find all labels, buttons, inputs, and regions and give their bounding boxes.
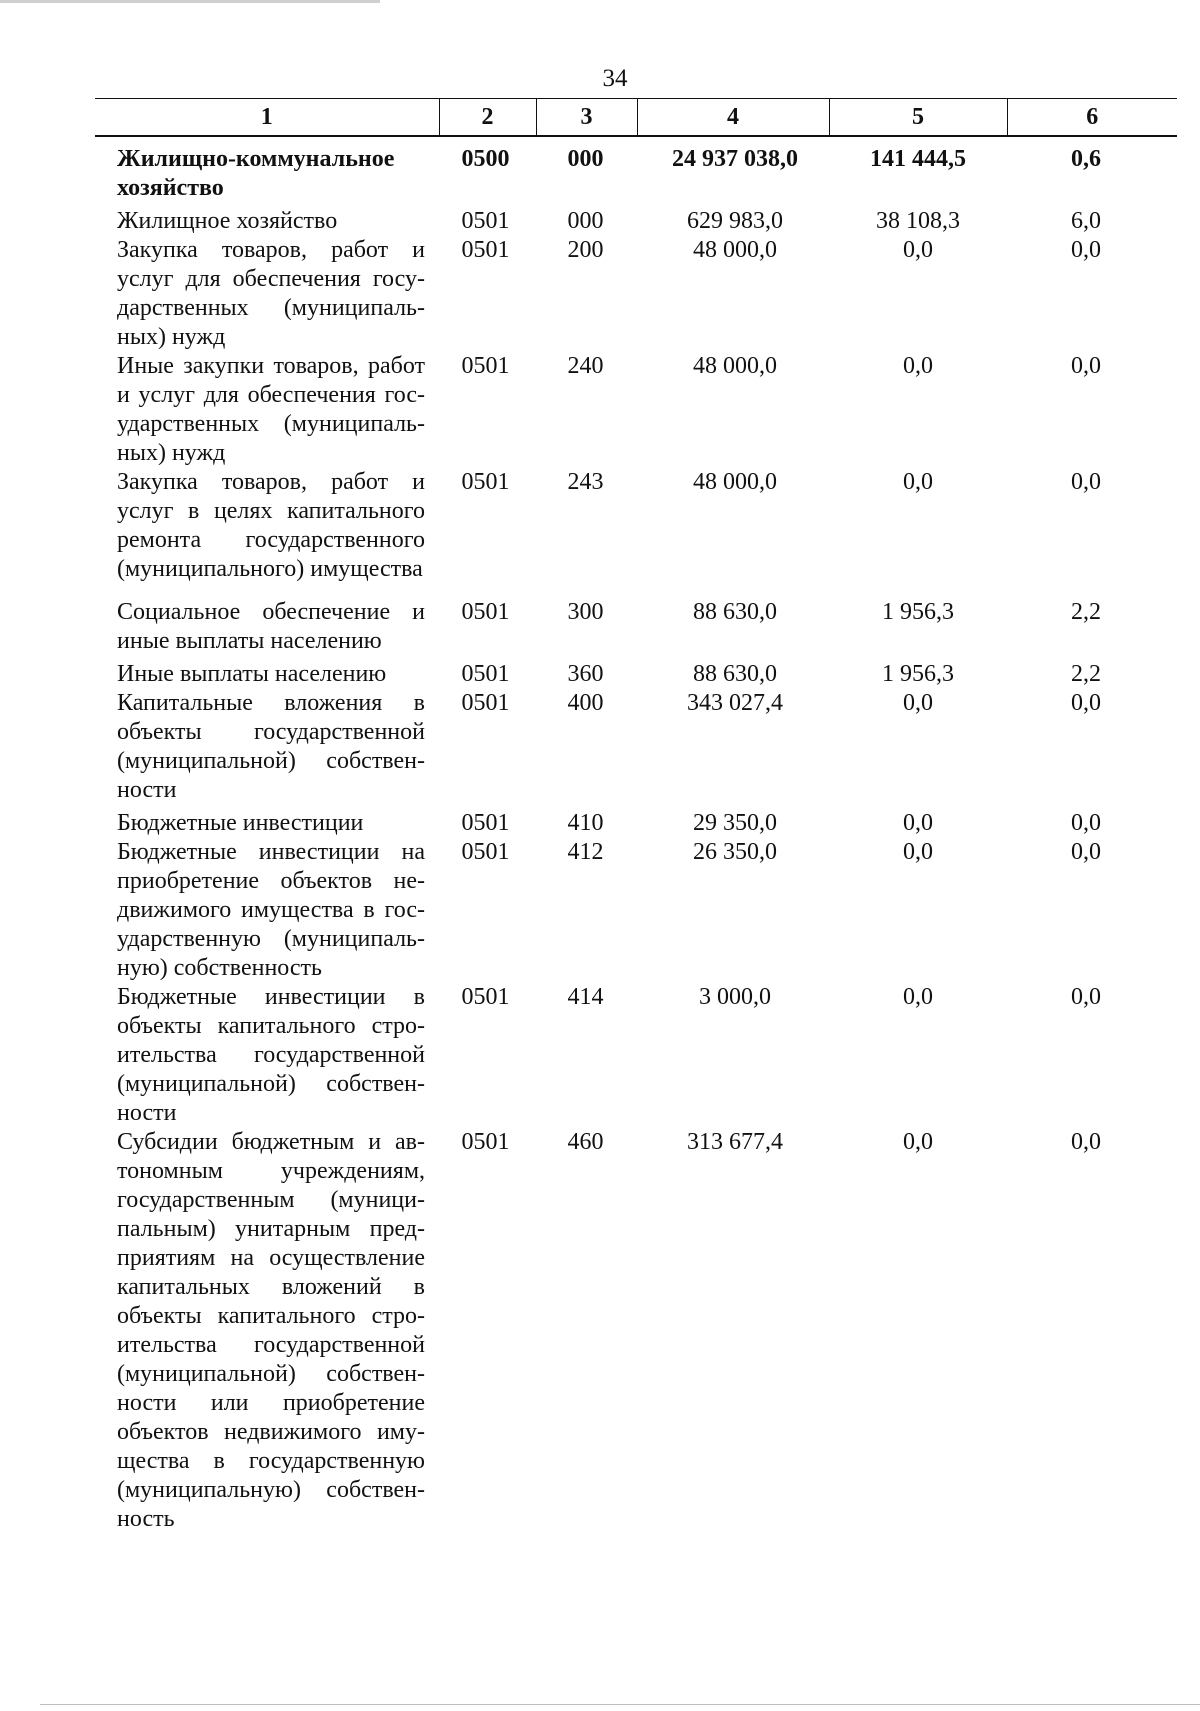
expense-type-code: 243: [567, 469, 604, 495]
column-header-4: 4: [637, 99, 829, 137]
value-col-4: 29 350,0: [693, 810, 777, 836]
expense-type-code: 400: [567, 690, 604, 716]
expense-type-code: 000: [567, 146, 604, 172]
value-col-4: 88 630,0: [693, 661, 777, 687]
page-number: 34: [602, 65, 628, 92]
row-name: Бюджетные инвестиции в объекты капитального строительства государственной (муниципальной) собственности: [117, 984, 425, 1126]
row-name: Бюджетные инвестиции: [117, 810, 364, 836]
section-code: 0501: [461, 690, 510, 716]
value-col-6: 0,0: [1071, 353, 1101, 379]
column-header-3: 3: [536, 99, 637, 137]
expense-type-code: 360: [567, 661, 604, 687]
value-col-6: 0,0: [1071, 984, 1101, 1010]
table-row: [95, 584, 1177, 656]
value-col-6: 2,2: [1071, 661, 1101, 687]
value-col-6: 6,0: [1071, 208, 1101, 234]
column-header-1: 1: [95, 99, 439, 137]
value-col-5: 0,0: [903, 690, 933, 716]
value-col-5: 1 956,3: [882, 661, 954, 687]
section-code: 0501: [461, 599, 510, 625]
value-col-5: 0,0: [903, 984, 933, 1010]
table-row: [95, 236, 1177, 352]
value-col-4: 26 350,0: [693, 839, 777, 865]
expense-type-code: 414: [567, 984, 604, 1010]
column-header-6: 6: [1007, 99, 1177, 137]
section-code: 0501: [461, 839, 510, 865]
value-col-4: 48 000,0: [693, 353, 777, 379]
expense-type-code: 460: [567, 1129, 604, 1155]
value-col-4: 48 000,0: [693, 237, 777, 263]
section-code: 0501: [461, 353, 510, 379]
row-name: Жилищно-коммунальное хозяйство: [117, 146, 395, 201]
table-row: [95, 136, 1177, 203]
budget-table: [95, 98, 1177, 1534]
value-col-4: 48 000,0: [693, 469, 777, 495]
expense-type-code: 410: [567, 810, 604, 836]
value-col-6: 0,0: [1071, 839, 1101, 865]
row-name: Жилищное хозяйство: [117, 208, 338, 234]
section-code: 0500: [461, 146, 510, 172]
value-col-5: 0,0: [903, 1129, 933, 1155]
table-row: [95, 352, 1177, 468]
value-col-6: 2,2: [1071, 599, 1101, 625]
row-name: Субсидии бюджетным и автономным учреждениям, государственным (муниципальным) унитарным предприятиям на осуществление капитальных вложений в объекты капитального строительства государственной (муниципальной) собственности или приобретение объектов недвижимого имущества в государственную (муниципальную) собственность: [117, 1129, 425, 1532]
scan-bottom-edge: [40, 1704, 1200, 1705]
section-code: 0501: [461, 984, 510, 1010]
row-name: Бюджетные инвестиции на приобретение объектов недвижимого имущества в государственную (муниципальную) собственность: [117, 839, 425, 981]
expense-type-code: 240: [567, 353, 604, 379]
expense-type-code: 300: [567, 599, 604, 625]
value-col-5: 1 956,3: [882, 599, 954, 625]
value-col-6: 0,0: [1071, 237, 1101, 263]
table-row: [95, 805, 1177, 838]
value-col-6: 0,6: [1071, 146, 1101, 172]
value-col-4: 629 983,0: [687, 208, 783, 234]
section-code: 0501: [461, 661, 510, 687]
value-col-5: 0,0: [903, 353, 933, 379]
table-row: [95, 983, 1177, 1128]
table-row: [95, 203, 1177, 236]
section-code: 0501: [461, 1129, 510, 1155]
scan-top-edge: [0, 0, 380, 3]
section-code: 0501: [461, 469, 510, 495]
row-name: Социальное обеспечение и иные выплаты населению: [117, 599, 425, 654]
value-col-5: 141 444,5: [870, 146, 966, 172]
table-row: [95, 1128, 1177, 1534]
value-col-4: 24 937 038,0: [672, 146, 798, 172]
value-col-5: 0,0: [903, 810, 933, 836]
value-col-5: 0,0: [903, 469, 933, 495]
value-col-6: 0,0: [1071, 1129, 1101, 1155]
value-col-4: 88 630,0: [693, 599, 777, 625]
section-code: 0501: [461, 810, 510, 836]
value-col-6: 0,0: [1071, 469, 1101, 495]
row-name: Капитальные вложения в объекты государственной (муниципальной) собственности: [117, 690, 425, 803]
value-col-6: 0,0: [1071, 690, 1101, 716]
budget-table-container: [95, 98, 1177, 1534]
section-code: 0501: [461, 237, 510, 263]
table-row: [95, 689, 1177, 805]
column-header-5: 5: [829, 99, 1007, 137]
value-col-4: 3 000,0: [699, 984, 771, 1010]
expense-type-code: 200: [567, 237, 604, 263]
row-name: Иные закупки товаров, работ и услуг для обеспечения государственных (муниципальных) нужд: [117, 353, 425, 466]
table-header-row: [95, 99, 1177, 137]
value-col-5: 38 108,3: [876, 208, 960, 234]
table-row: [95, 656, 1177, 689]
value-col-5: 0,0: [903, 237, 933, 263]
row-name: Иные выплаты населению: [117, 661, 387, 687]
row-name: Закупка товаров, работ и услуг для обеспечения государственных (муниципальных) нужд: [117, 237, 425, 350]
row-name: Закупка товаров, работ и услуг в целях капитального ремонта государственного (муниципального) имущества: [117, 469, 425, 582]
table-row: [95, 838, 1177, 983]
value-col-4: 343 027,4: [687, 690, 783, 716]
section-code: 0501: [461, 208, 510, 234]
expense-type-code: 412: [567, 839, 604, 865]
value-col-6: 0,0: [1071, 810, 1101, 836]
expense-type-code: 000: [567, 208, 604, 234]
value-col-5: 0,0: [903, 839, 933, 865]
column-header-2: 2: [439, 99, 536, 137]
value-col-4: 313 677,4: [687, 1129, 783, 1155]
table-row: [95, 468, 1177, 584]
